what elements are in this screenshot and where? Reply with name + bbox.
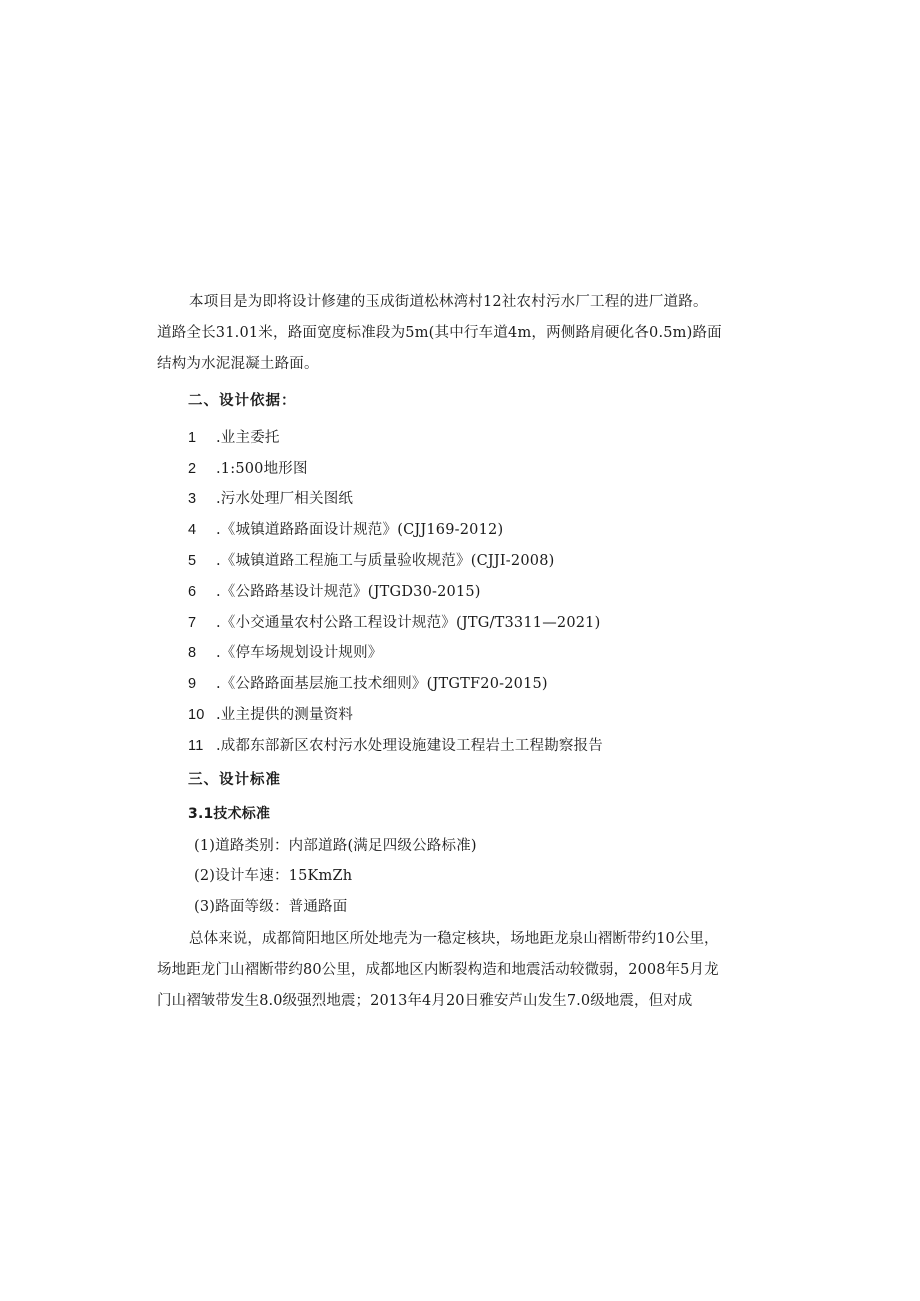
closing-text: 总体来说，成都简阳地区所处地壳为一稳定核块，场地距龙泉山褶断带约10公里，场地距龙门山褶断带约80公里，成都地区内断裂构造和地震活动较微弱，2008年5月龙门山褶皱带发生8.0级强烈地震；2013年4月20日雅安芦山发生7.0级地震，但对成 <box>157 931 719 1009</box>
reference-number: 10 <box>188 707 205 723</box>
reference-number: 1 <box>188 430 197 446</box>
reference-item-7 <box>188 611 600 632</box>
reference-item-9 <box>188 672 548 693</box>
closing-paragraph <box>157 924 722 1017</box>
intro-text: 本项目是为即将设计修建的玉成街道松林湾村12社农村污水厂工程的进厂道路。道路全长31.01米，路面宽度标准段为5m(其中行车道4m，两侧路肩硬化各0.5m)路面结构为水泥混凝土路面。 <box>157 294 722 372</box>
reference-item-6 <box>188 580 481 601</box>
section-3-1-heading: 3.1技术标准 <box>188 806 271 822</box>
reference-number: 2 <box>188 461 197 477</box>
standard-pavement-grade: (3)路面等级：普通路面 <box>194 899 348 915</box>
reference-number: 5 <box>188 553 197 569</box>
reference-text: .污水处理厂相关图纸 <box>216 491 354 507</box>
reference-text: .业主委托 <box>216 430 280 446</box>
reference-text: .《公路路基设计规范》(JTGD30-2015) <box>216 584 481 600</box>
reference-item-1 <box>188 426 280 447</box>
reference-text: .《小交通量农村公路工程设计规范》(JTG/T3311—2021) <box>216 615 601 631</box>
reference-text: .《公路路面基层施工技术细则》(JTGTF20-2015) <box>216 676 548 692</box>
reference-item-3 <box>188 487 353 508</box>
section-3-heading: 三、设计标准 <box>188 772 281 788</box>
reference-text: .《城镇道路路面设计规范》(CJJ169-2012) <box>216 522 504 538</box>
reference-item-11 <box>188 734 603 755</box>
reference-text: .1:500地形图 <box>216 461 308 477</box>
reference-text: .业主提供的测量资料 <box>216 707 354 723</box>
reference-text: .成都东部新区农村污水处理设施建设工程岩土工程勘察报告 <box>216 738 604 754</box>
reference-number: 11 <box>188 738 204 754</box>
reference-item-2 <box>188 457 308 478</box>
section-2-heading: 二、设计依据： <box>188 393 297 409</box>
standard-design-speed: (2)设计车速：15KmZh <box>194 868 353 884</box>
reference-text: .《停车场规划设计规则》 <box>216 645 383 661</box>
intro-paragraph <box>157 287 722 380</box>
reference-text: .《城镇道路工程施工与质量验收规范》(CJJI-2008) <box>216 553 555 569</box>
reference-item-5 <box>188 549 554 570</box>
reference-number: 3 <box>188 491 197 507</box>
reference-number: 7 <box>188 615 197 631</box>
reference-number: 9 <box>188 676 197 692</box>
reference-number: 4 <box>188 522 197 538</box>
reference-number: 6 <box>188 584 197 600</box>
reference-item-10 <box>188 703 353 724</box>
standard-road-category: (1)道路类别：内部道路(满足四级公路标准) <box>194 838 477 854</box>
reference-item-4 <box>188 518 503 539</box>
reference-item-8 <box>188 641 383 662</box>
reference-number: 8 <box>188 645 197 661</box>
